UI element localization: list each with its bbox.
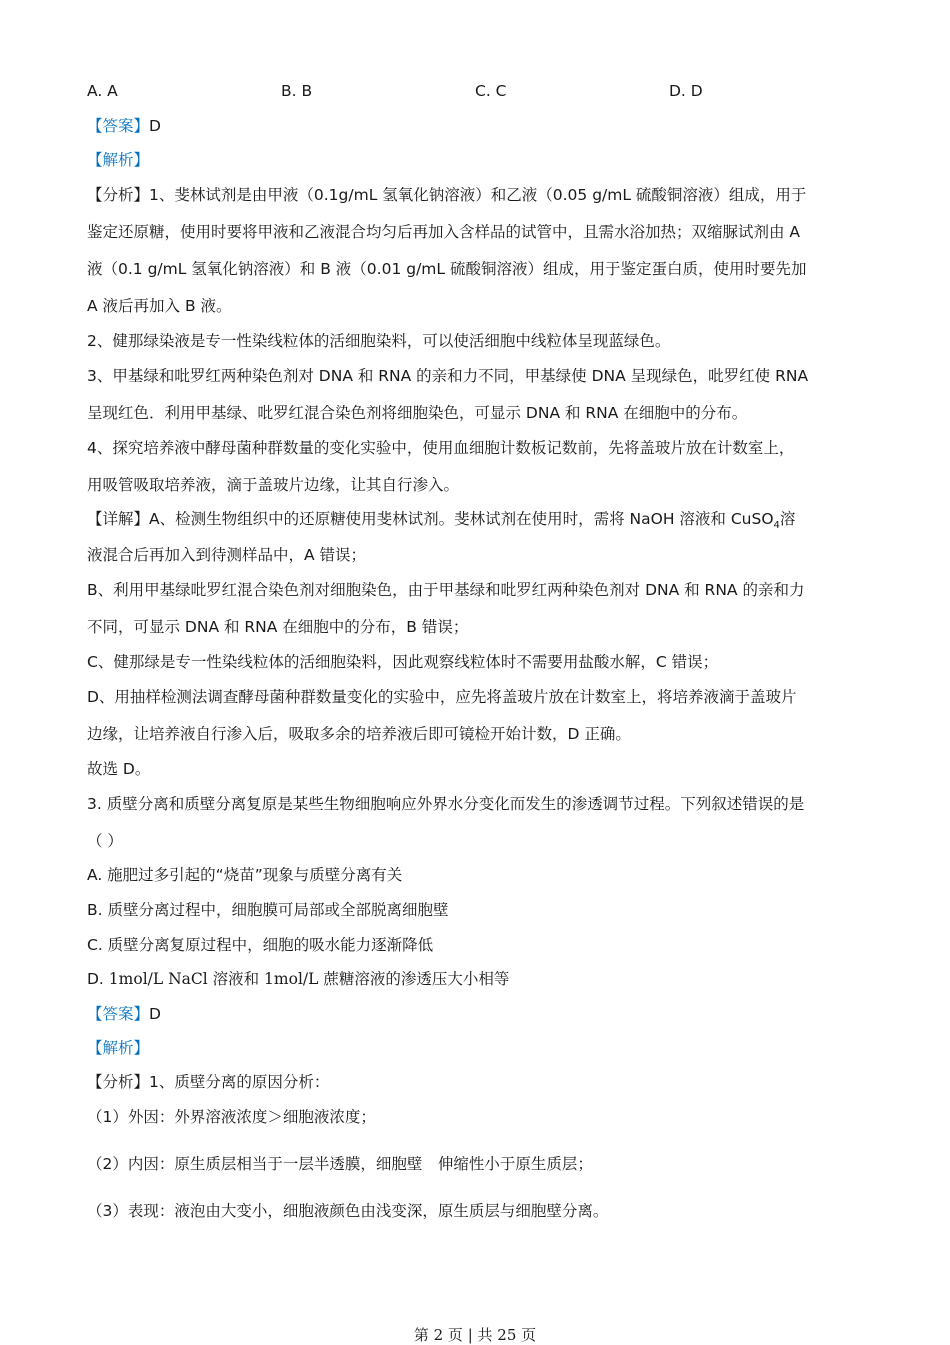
q3-option-a: A. 施肥过多引起的“烧苗”现象与质壁分离有关: [87, 866, 403, 884]
q2-detail-line-7: 边缘，让培养液自行渗入后，吸取多余的培养液后即可镜检开始计数，D 正确。: [87, 725, 631, 743]
page-footer: 第 2 页 | 共 25 页: [413, 1326, 537, 1344]
q2-detail-line-6: D、用抽样检测法调查酵母菌种群数量变化的实验中，应先将盖玻片放在计数室上，将培养液滴于盖玻片: [87, 688, 797, 706]
q2-conclusion: 故选 D。: [87, 760, 151, 778]
q3-fenxi-line-4: （3）表现：液泡由大变小，细胞液颜色由浅变深，原生质层与细胞壁分离。: [87, 1202, 609, 1220]
q2-fenxi-line-6: 3、甲基绿和吡罗红两种染色剂对 DNA 和 RNA 的亲和力不同，甲基绿使 DNA 呈现绿色，吡罗红使 RNA: [87, 367, 809, 385]
q2-answer: 【答案】D: [87, 117, 161, 135]
answer-tag: 【答案】: [87, 1005, 150, 1023]
q3-fenxi-line-1: 【分析】1、质壁分离的原因分析：: [87, 1073, 330, 1091]
q2-option-b: B. B: [281, 82, 313, 100]
q2-detail-line-3: B、利用甲基绿吡罗红混合染色剂对细胞染色，由于甲基绿和吡罗红两种染色剂对 DNA 和 RNA 的亲和力: [87, 581, 805, 599]
q2-fenxi-line-2: 鉴定还原糖，使用时要将甲液和乙液混合均匀后再加入含样品的试管中，且需水浴加热；双缩脲试剂由 A: [87, 223, 801, 241]
q2-option-a: A. A: [87, 82, 118, 100]
q2-fenxi-line-9: 用吸管吸取培养液，滴于盖玻片边缘，让其自行渗入。: [87, 476, 460, 494]
q2-fenxi-line-4: A 液后再加入 B 液。: [87, 297, 232, 315]
q3-stem-line-2: （ ）: [87, 832, 123, 850]
q3-option-c: C. 质壁分离复原过程中，细胞的吸水能力逐渐降低: [87, 936, 434, 954]
q2-option-d: D. D: [669, 82, 703, 100]
q2-detail-line-5: C、健那绿是专一性染线粒体的活细胞染料，因此观察线粒体时不需要用盐酸水解，C 错误；: [87, 653, 719, 671]
q3-option-d: D. 1mol/L NaCl 溶液和 1mol/L 蔗糖溶液的渗透压大小相等: [87, 970, 510, 988]
q3-fenxi-line-2: （1）外因：外界溶液浓度＞细胞液浓度；: [87, 1108, 376, 1126]
q2-fenxi-line-5: 2、健那绿染液是专一性染线粒体的活细胞染料，可以使活细胞中线粒体呈现蓝绿色。: [87, 332, 671, 350]
q3-analysis-heading: 【解析】: [87, 1039, 150, 1057]
q2-option-c: C. C: [475, 82, 507, 100]
q3-option-b: B. 质壁分离过程中，细胞膜可局部或全部脱离细胞壁: [87, 901, 449, 919]
q2-fenxi-line-3: 液（0.1 g/mL 氢氧化钠溶液）和 B 液（0.01 g/mL 硫酸铜溶液）组成，用于鉴定蛋白质，使用时要先加: [87, 260, 807, 278]
q2-detail-line-2: 液混合后再加入到待测样品中，A 错误；: [87, 546, 367, 564]
q3-stem-line-1: 3. 质壁分离和质壁分离复原是某些生物细胞响应外界水分变化而发生的渗透调节过程。下列叙述错误的是: [87, 795, 805, 813]
q2-detail-line-1: 【详解】A、检测生物组织中的还原糖使用斐林试剂。斐林试剂在使用时，需将 NaOH 溶液和 CuSO$_4$溶: [87, 510, 796, 532]
q2-fenxi-line-7: 呈现红色．利用甲基绿、吡罗红混合染色剂将细胞染色，可显示 DNA 和 RNA 在细胞中的分布。: [87, 404, 748, 422]
q2-analysis-heading: 【解析】: [87, 151, 150, 169]
q2-fenxi-line-8: 4、探究培养液中酵母菌种群数量的变化实验中，使用血细胞计数板记数前，先将盖玻片放在计数室上，: [87, 439, 795, 457]
answer-tag: 【答案】: [87, 117, 150, 135]
q3-fenxi-line-3: （2）内因：原生质层相当于一层半透膜，细胞壁 伸缩性小于原生质层；: [87, 1155, 593, 1173]
q2-fenxi-line-1: 【分析】1、斐林试剂是由甲液（0.1g/mL 氢氧化钠溶液）和乙液（0.05 g/mL 硫酸铜溶液）组成，用于: [87, 186, 807, 204]
q2-detail-line-4: 不同，可显示 DNA 和 RNA 在细胞中的分布，B 错误；: [87, 618, 469, 636]
q3-answer: 【答案】D: [87, 1005, 161, 1023]
